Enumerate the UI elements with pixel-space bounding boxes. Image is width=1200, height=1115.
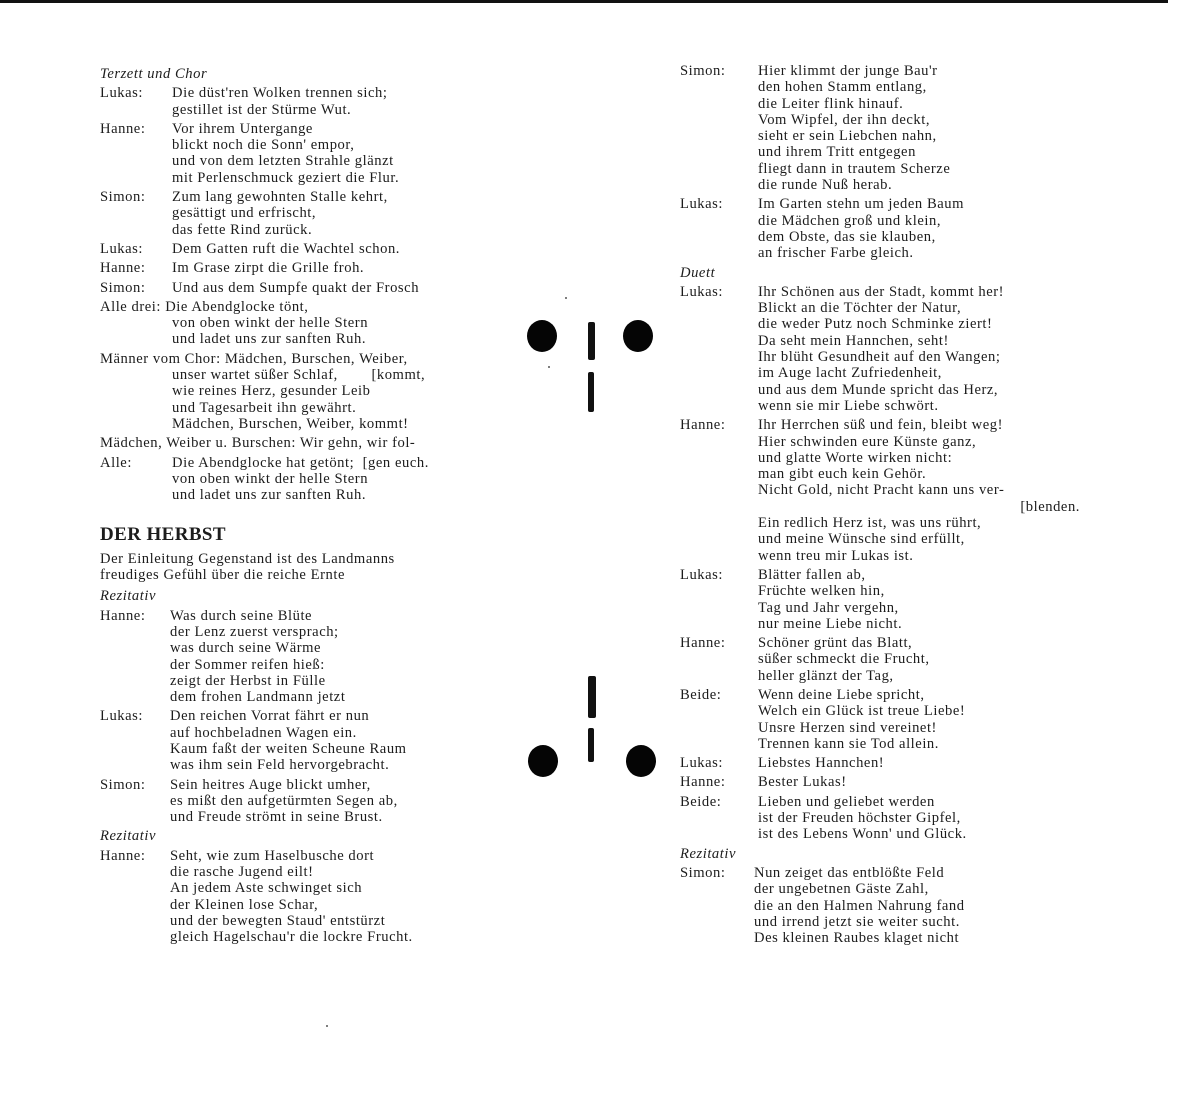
verse-line: der ungebetnen Gäste Zahl,	[754, 881, 929, 898]
verse-line: an frischer Farbe gleich.	[758, 245, 914, 262]
verse-line: Tag und Jahr vergehn,	[758, 599, 899, 616]
speaker-entry	[100, 777, 495, 826]
speaker-name: Lukas:	[100, 708, 144, 725]
verse-line: und glatte Worte wirken nicht:	[758, 449, 953, 466]
verse-line: Seht, wie zum Haselbusche dort	[170, 847, 375, 864]
speaker-entry	[100, 241, 495, 257]
section-heading: Terzett und Chor	[100, 66, 208, 82]
verse-line: fliegt dann in trautem Scherze	[758, 160, 951, 177]
verse-line: was durch seine Wärme	[170, 640, 322, 657]
speaker-entry	[680, 687, 1080, 752]
speaker-entry	[100, 708, 495, 773]
verse-text	[172, 85, 495, 118]
verse-line: unser wartet süßer Schlaf, [kommt,	[172, 367, 426, 384]
speaker-name: Simon:	[100, 776, 146, 793]
speaker-entry	[680, 63, 1080, 193]
verse-text	[170, 608, 495, 706]
verse-line: Nun zeiget das entblößte Feld	[754, 864, 945, 881]
verse-text	[754, 865, 1080, 946]
verse-line: Mädchen, Burschen, Weiber, kommt!	[172, 415, 409, 432]
verse-line: der Sommer reifen hieß:	[170, 656, 325, 673]
verse-text	[758, 774, 1080, 790]
verse-line: und ihrem Tritt entgegen	[758, 144, 916, 161]
verse-line: und von dem letzten Strahle glänzt	[172, 153, 394, 170]
speaker-entry	[100, 280, 495, 296]
speaker-entry	[680, 567, 1080, 632]
speaker-entry	[680, 284, 1080, 414]
speaker-name: Beide:	[680, 686, 722, 703]
section-heading: Rezitativ	[100, 588, 157, 605]
verse-line: Unsre Herzen sind vereinet!	[758, 719, 937, 736]
verse-text	[758, 284, 1080, 414]
verse-line: Hier klimmt der junge Bau'r	[758, 63, 938, 79]
verse-text	[172, 189, 495, 238]
binder-clip-top-lower	[588, 372, 594, 412]
verse-line: Ihr blüht Gesundheit auf den Wangen;	[758, 349, 1001, 366]
verse-line: und meine Wünsche sind erfüllt,	[758, 531, 965, 548]
verse-text	[758, 63, 1080, 193]
verse-line: An jedem Aste schwinget sich	[170, 880, 363, 897]
speaker-name: Lukas:	[680, 566, 724, 583]
binder-clip-bottom	[588, 676, 596, 718]
speaker-entry	[100, 608, 495, 706]
speaker-name: Hanne:	[100, 607, 146, 624]
verse-line: Lieben und geliebet werden	[758, 793, 935, 810]
verse-line: Was durch seine Blüte	[170, 607, 313, 624]
verse-line: Liebstes Hannchen!	[758, 755, 885, 772]
verse-line: die Leiter flink hinauf.	[758, 95, 904, 112]
verse-line: die an den Halmen Nahrung fand	[754, 897, 965, 914]
speaker-entry	[680, 196, 1080, 261]
verse-line: Dem Gatten ruft die Wachtel schon.	[172, 240, 400, 257]
speaker-entry	[100, 455, 495, 504]
verse-line: was ihm sein Feld hervorgebracht.	[170, 757, 390, 774]
speaker-entry	[100, 121, 495, 186]
verse-line: Im Garten stehn um jeden Baum	[758, 196, 965, 213]
verse-line: Kaum faßt der weiten Scheune Raum	[170, 740, 407, 757]
verse-line: Wenn deine Liebe spricht,	[758, 686, 925, 703]
verse-line: Blickt an die Töchter der Natur,	[758, 300, 962, 317]
verse-text	[172, 455, 495, 504]
section-heading: Rezitativ	[100, 828, 157, 845]
verse-line: dem Obste, das sie klauben,	[758, 228, 936, 245]
binder-clip-bottom-lower	[588, 728, 594, 762]
verse-text	[172, 241, 495, 257]
verse-line: Zum lang gewohnten Stalle kehrt,	[172, 189, 388, 206]
verse-text	[170, 708, 495, 773]
verse-line: Die düst'ren Wolken trennen sich;	[172, 85, 388, 102]
speaker-name: Lukas:	[100, 85, 144, 102]
verse-line: von oben winkt der helle Stern	[172, 470, 369, 487]
verse-line: Früchte welken hin,	[758, 583, 885, 600]
verse-line: blickt noch die Sonn' empor,	[172, 137, 355, 154]
intro-line: freudiges Gefühl über die reiche Ernte	[100, 567, 345, 584]
speaker-entry	[100, 189, 495, 238]
verse-line: Die Abendglocke hat getönt; [gen euch.	[172, 454, 429, 471]
speaker-name: Simon:	[100, 279, 146, 296]
verse-line: heller glänzt der Tag,	[758, 667, 894, 684]
verse-line: der Kleinen lose Schar,	[170, 896, 319, 913]
verse-line: Hier schwinden eure Künste ganz,	[758, 433, 977, 450]
verse-line: die runde Nuß herab.	[758, 177, 893, 194]
speaker-name: Lukas:	[680, 196, 724, 213]
speaker-name: Hanne:	[680, 635, 726, 652]
verse-text	[758, 196, 1080, 261]
verse-line: und aus dem Munde spricht das Herz,	[758, 381, 999, 398]
verse-line: Nicht Gold, nicht Pracht kann uns ver-	[758, 482, 1005, 499]
verse-text	[758, 417, 1080, 564]
verse-line: und Freude strömt in seine Brust.	[170, 809, 383, 826]
chorus-entry	[100, 351, 495, 432]
verse-line: und der bewegten Staud' entstürzt	[170, 912, 386, 929]
verse-line: und Tagesarbeit ihn gewährt.	[172, 399, 357, 416]
verse-line: die rasche Jugend eilt!	[170, 864, 314, 881]
binding-holes	[520, 0, 665, 1115]
verse-line: Da seht mein Hannchen, seht!	[758, 332, 949, 349]
verse-line: wenn sie mir Liebe schwört.	[758, 397, 939, 414]
section-heading: Duett	[680, 264, 716, 281]
punch-hole-bottom-left	[528, 745, 558, 777]
verse-line: es mißt den aufgetürmten Segen ab,	[170, 792, 398, 809]
verse-line: gleich Hagelschau'r die lockre Frucht.	[170, 929, 413, 946]
verse-line: dem frohen Landmann jetzt	[170, 689, 346, 706]
verse-line: Des kleinen Raubes klaget nicht	[754, 930, 960, 947]
verse-line: und irrend jetzt sie weiter sucht.	[754, 913, 960, 930]
verse-line: die weder Putz noch Schminke ziert!	[758, 316, 993, 333]
binder-clip-top	[588, 322, 595, 360]
verse-line: Mädchen, Weiber u. Burschen: Wir gehn, wir fol-	[100, 435, 416, 452]
speaker-entry	[680, 755, 1080, 771]
verse-line: Trennen kann sie Tod allein.	[758, 735, 939, 752]
speaker-entry	[680, 794, 1080, 843]
verse-line: und ladet uns zur sanften Ruh.	[172, 487, 367, 504]
verse-line: Den reichen Vorrat fährt er nun	[170, 708, 370, 725]
speck	[565, 297, 567, 299]
verse-text	[758, 635, 1080, 684]
punch-hole-top-right	[623, 320, 653, 352]
speaker-name: Hanne:	[100, 260, 146, 277]
verse-line: nur meine Liebe nicht.	[758, 615, 903, 632]
verse-text	[170, 777, 495, 826]
verse-line: süßer schmeckt die Frucht,	[758, 651, 930, 668]
verse-line: von oben winkt der helle Stern	[172, 315, 369, 332]
verse-line: sieht er sein Liebchen nahn,	[758, 128, 937, 145]
punch-hole-bottom-right	[626, 745, 656, 777]
verse-line: [blenden.	[1020, 498, 1080, 515]
speaker-name: Lukas:	[680, 283, 724, 300]
speaker-name: Hanne:	[100, 120, 146, 137]
verse-line: Ihr Herrchen süß und fein, bleibt weg!	[758, 417, 1004, 434]
speaker-name: Hanne:	[680, 417, 726, 434]
verse-line: gestillet ist der Stürme Wut.	[172, 101, 352, 118]
speaker-entry	[680, 417, 1080, 564]
speaker-name: Beide:	[680, 793, 722, 810]
speaker-name: Alle:	[100, 454, 132, 471]
verse-line: Schöner grünt das Blatt,	[758, 635, 913, 652]
verse-text	[170, 848, 495, 946]
verse-text	[758, 755, 1080, 771]
speck	[548, 366, 550, 368]
verse-text	[758, 687, 1080, 752]
verse-line: Männer vom Chor: Mädchen, Burschen, Weiber,	[100, 350, 408, 367]
verse-line: die Mädchen groß und klein,	[758, 212, 942, 229]
speaker-entry	[680, 635, 1080, 684]
speaker-entry	[680, 865, 1080, 946]
intro-line: Der Einleitung Gegenstand ist des Landmanns	[100, 550, 395, 567]
punch-hole-top-left	[527, 320, 557, 352]
verse-line: zeigt der Herbst in Fülle	[170, 672, 326, 689]
verse-text	[172, 121, 495, 186]
speaker-name: Simon:	[680, 864, 726, 881]
left-column	[100, 63, 495, 949]
verse-line: ist des Lebens Wonn' und Glück.	[758, 826, 967, 843]
verse-text	[758, 567, 1080, 632]
verse-text	[172, 260, 495, 276]
verse-line: Ein redlich Herz ist, was uns rührt,	[758, 515, 982, 532]
chorus-entry	[100, 435, 495, 451]
verse-text	[172, 280, 495, 296]
speaker-name: Hanne:	[680, 774, 726, 791]
speaker-entry	[100, 260, 495, 276]
speck	[326, 1025, 328, 1027]
section-heading: Rezitativ	[680, 845, 737, 862]
verse-line: Sein heitres Auge blickt umher,	[170, 776, 371, 793]
verse-line: wenn treu mir Lukas ist.	[758, 547, 914, 564]
verse-line: gesättigt und erfrischt,	[172, 205, 317, 222]
speaker-name: Hanne:	[100, 847, 146, 864]
verse-line: Bester Lukas!	[758, 774, 847, 791]
right-column	[680, 63, 1080, 949]
verse-line: im Auge lacht Zufriedenheit,	[758, 365, 942, 382]
verse-line: der Lenz zuerst versprach;	[170, 623, 339, 640]
intro-paragraph	[100, 551, 495, 584]
verse-line: Alle drei: Die Abendglocke tönt,	[100, 298, 309, 315]
verse-text	[758, 794, 1080, 843]
verse-line: und ladet uns zur sanften Ruh.	[172, 331, 367, 348]
verse-line: man gibt euch kein Gehör.	[758, 466, 927, 483]
verse-line: Und aus dem Sumpfe quakt der Frosch	[172, 279, 420, 296]
verse-line: das fette Rind zurück.	[172, 221, 313, 238]
verse-line: wie reines Herz, gesunder Leib	[172, 383, 371, 400]
speaker-entry	[100, 85, 495, 118]
chorus-entry	[100, 299, 495, 348]
speaker-entry	[680, 774, 1080, 790]
verse-line: Vor ihrem Untergange	[172, 120, 313, 137]
verse-line: Vom Wipfel, der ihn deckt,	[758, 111, 931, 128]
verse-line: Ihr Schönen aus der Stadt, kommt her!	[758, 283, 1005, 300]
verse-line: Blätter fallen ab,	[758, 566, 866, 583]
verse-line: ist der Freuden höchster Gipfel,	[758, 810, 961, 827]
speaker-name: Lukas:	[680, 755, 724, 772]
speaker-name: Lukas:	[100, 240, 144, 257]
verse-line: mit Perlenschmuck geziert die Flur.	[172, 169, 400, 186]
verse-line: Im Grase zirpt die Grille froh.	[172, 260, 365, 277]
part-title: DER HERBST	[100, 524, 226, 546]
verse-line: auf hochbeladnen Wagen ein.	[170, 724, 357, 741]
speaker-name: Simon:	[100, 189, 146, 206]
speaker-name: Simon:	[680, 63, 726, 79]
verse-line: Welch ein Glück ist treue Liebe!	[758, 703, 966, 720]
verse-line: den hohen Stamm entlang,	[758, 79, 927, 96]
speaker-entry	[100, 848, 495, 946]
